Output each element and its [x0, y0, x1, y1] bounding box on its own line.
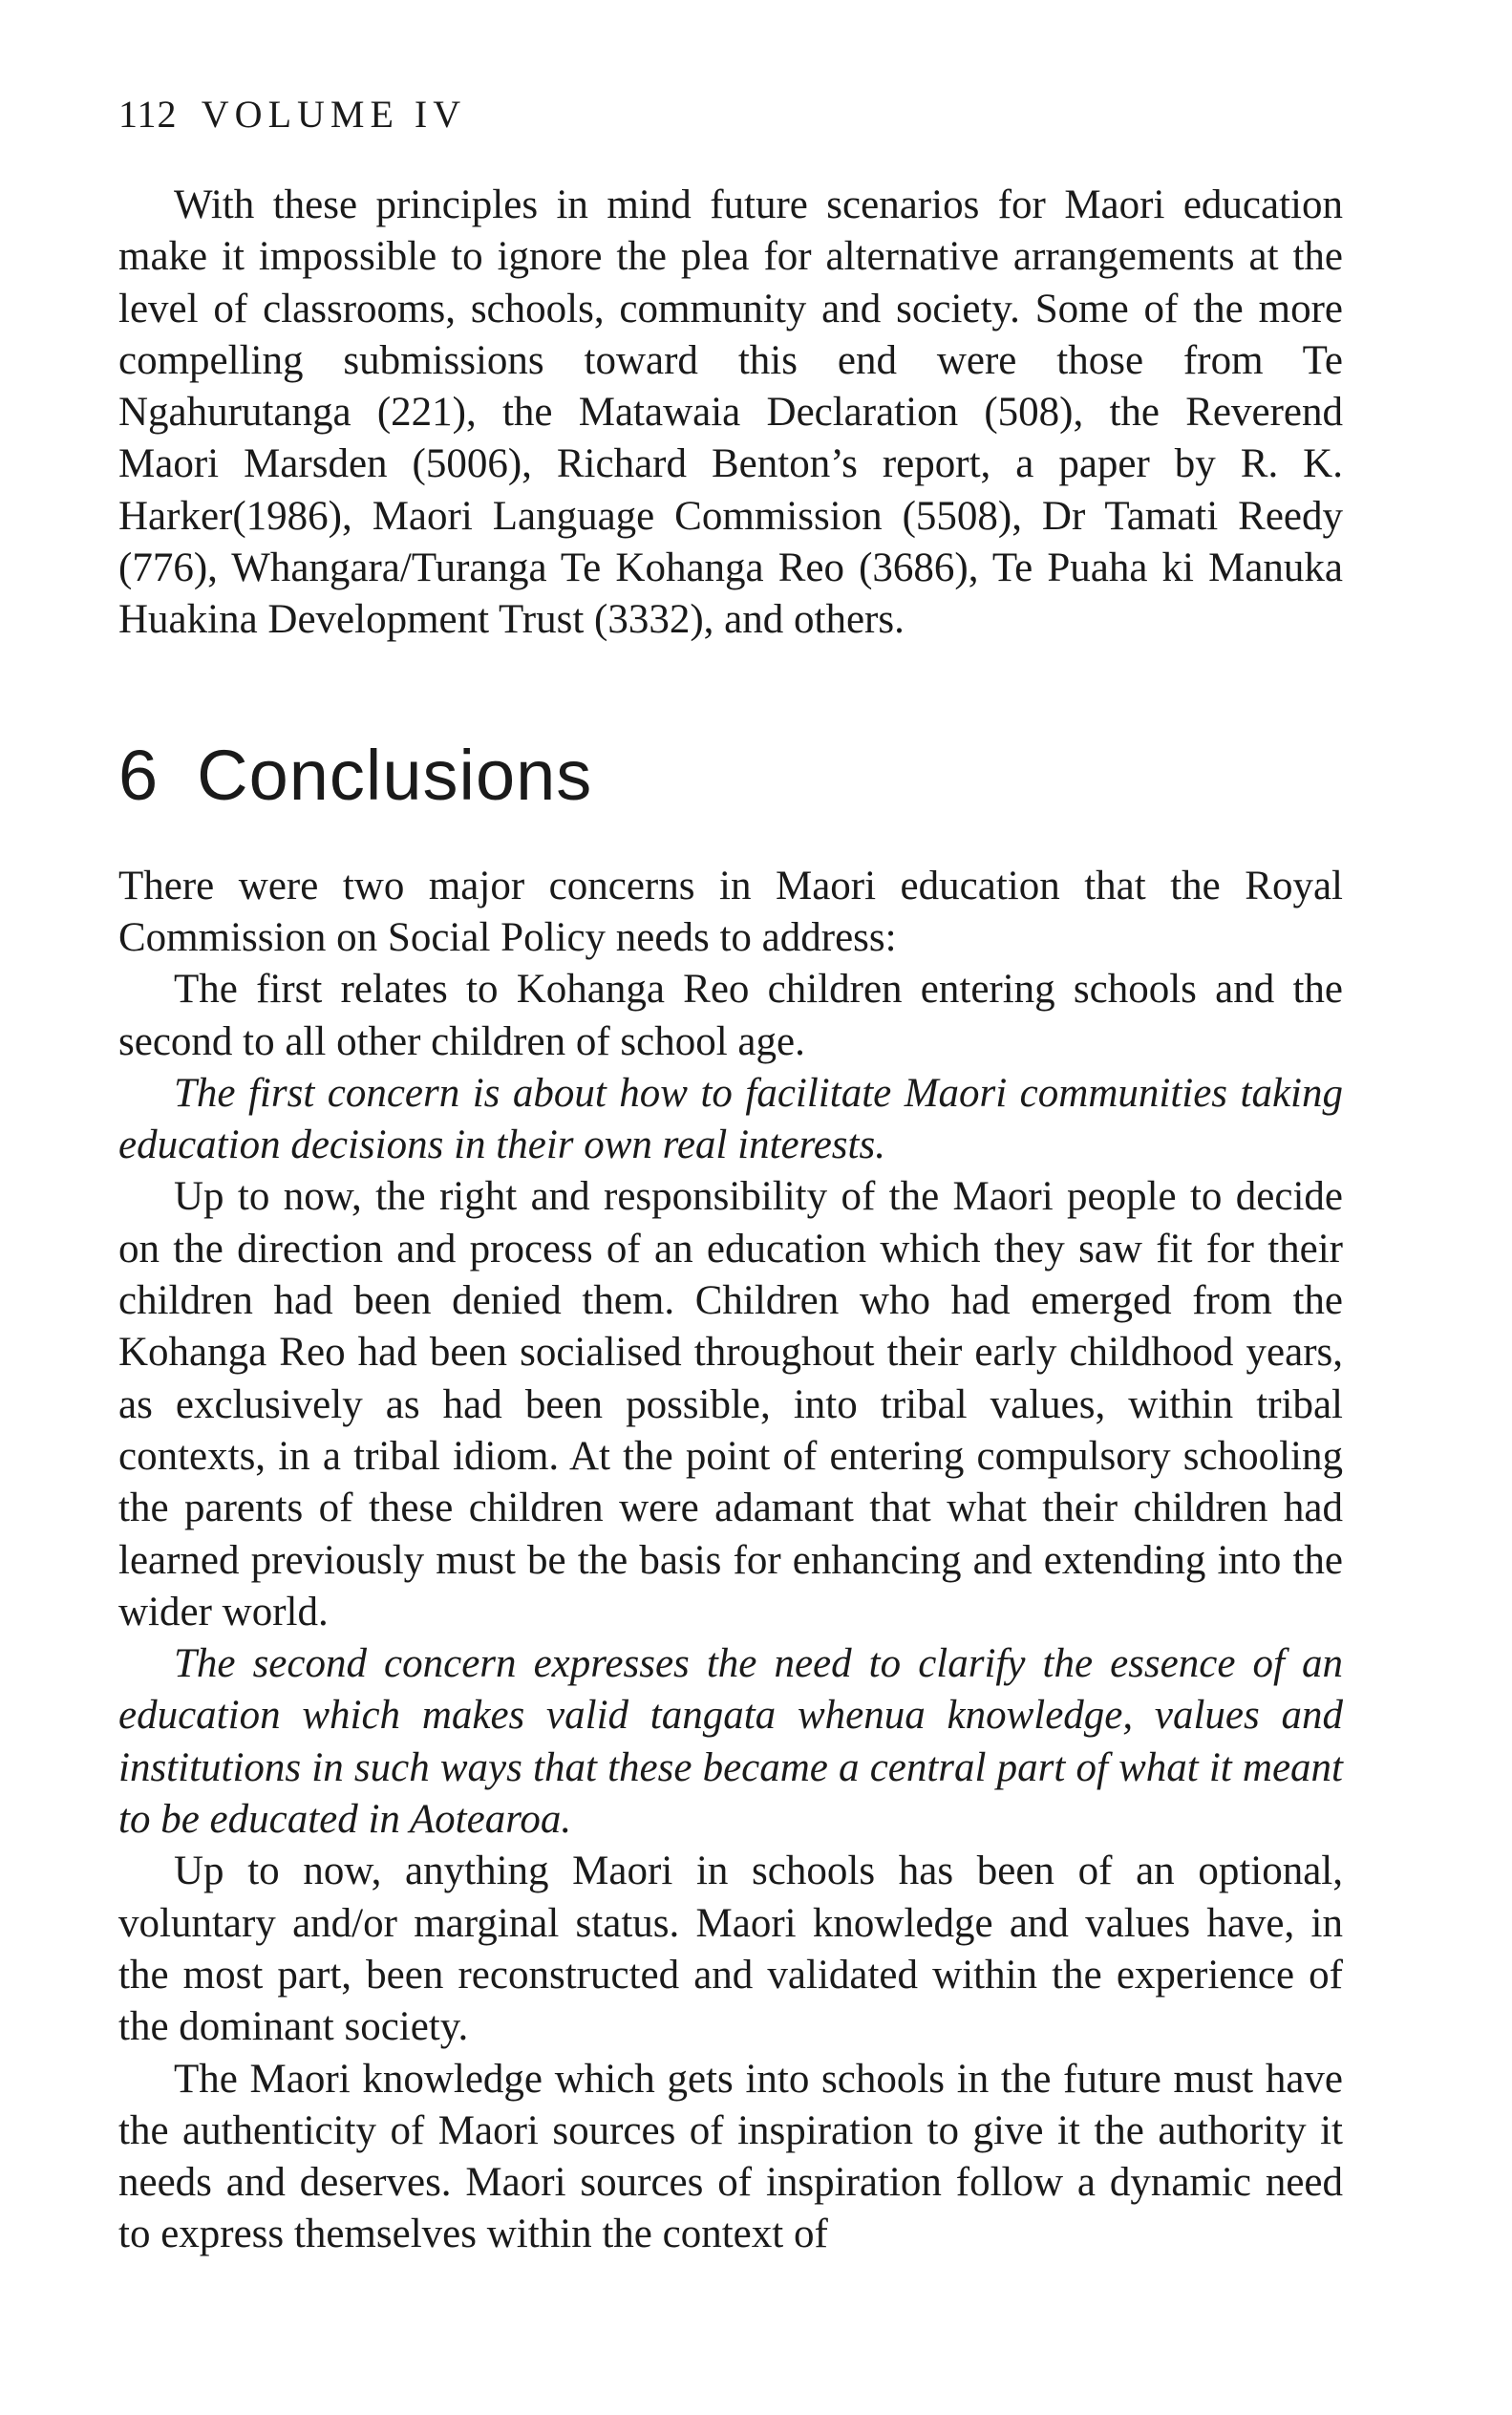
document-page — [118, 92, 1343, 2261]
running-head — [118, 92, 1343, 138]
intro-paragraph: With these principles in mind future scenarios for Maori education make it impossible to ignore the plea for alternative arrangements at the level of classrooms, schools, community and society. Some of the more compelling submissions toward this end were those from Te Ngahurutanga (221), the Matawaia Declaration (508), the Reverend Maori Marsden (5006), Richard Benton’s report, a paper by R. K. Harker(1986), Maori Language Commission (5508), Dr Tamati Reedy (776), Whangara/Turanga Te Kohanga Reo (3686), Te Puaha ki Manuka Huakina Development Trust (3332), and others. — [118, 182, 1343, 643]
paragraph-maori-knowledge: The Maori knowledge which gets into schools in the future must have the authenticity of Maori sources of inspiration to give it the authority it needs and deserves. Maori sources of inspiration follow a dynamic need to express themselves within the context of — [118, 2056, 1343, 2257]
paragraph-concerns-intro: There were two major concerns in Maori education that the Royal Commission on Social Policy needs to address: — [118, 863, 1343, 960]
paragraph-second-concern: The second concern expresses the need to clarify the essence of an education which makes valid tangata whenua knowledge, values and institutions in such ways that these became a central part of what it meant to be educated in Aotearoa. — [118, 1641, 1343, 1843]
paragraph-up-to-now-2: Up to now, anything Maori in schools has been of an optional, voluntary and/or marginal status. Maori knowledge and values have, in the most part, been reconstructed and validated within the experience of the dominant society. — [118, 1849, 1343, 2050]
section-number: 6 — [118, 735, 160, 815]
section-heading — [118, 733, 1343, 819]
paragraph-up-to-now-1: Up to now, the right and responsibility of the Maori people to decide on the direction and process of an education which they saw fit for their children had been denied them. Children who had emerged from the Kohanga Reo had been socialised throughout their early childhood years, as exclusively as had been possible, into tribal values, within tribal contexts, in a tribal idiom. At the point of entering compulsory schooling the parents of these children were adamant that what their children had learned previously must be the basis for enhancing and extending into the wider world. — [118, 1174, 1343, 1635]
volume-label: VOLUME IV — [201, 93, 467, 136]
section-title: Conclusions — [197, 735, 593, 815]
paragraph-first-relates: The first relates to Kohanga Reo children entering schools and the second to all other children of school age. — [118, 967, 1343, 1064]
paragraph-first-concern: The first concern is about how to facilitate Maori communities taking education decisions in their own real interests. — [118, 1070, 1343, 1168]
page-number: 112 — [118, 93, 178, 136]
